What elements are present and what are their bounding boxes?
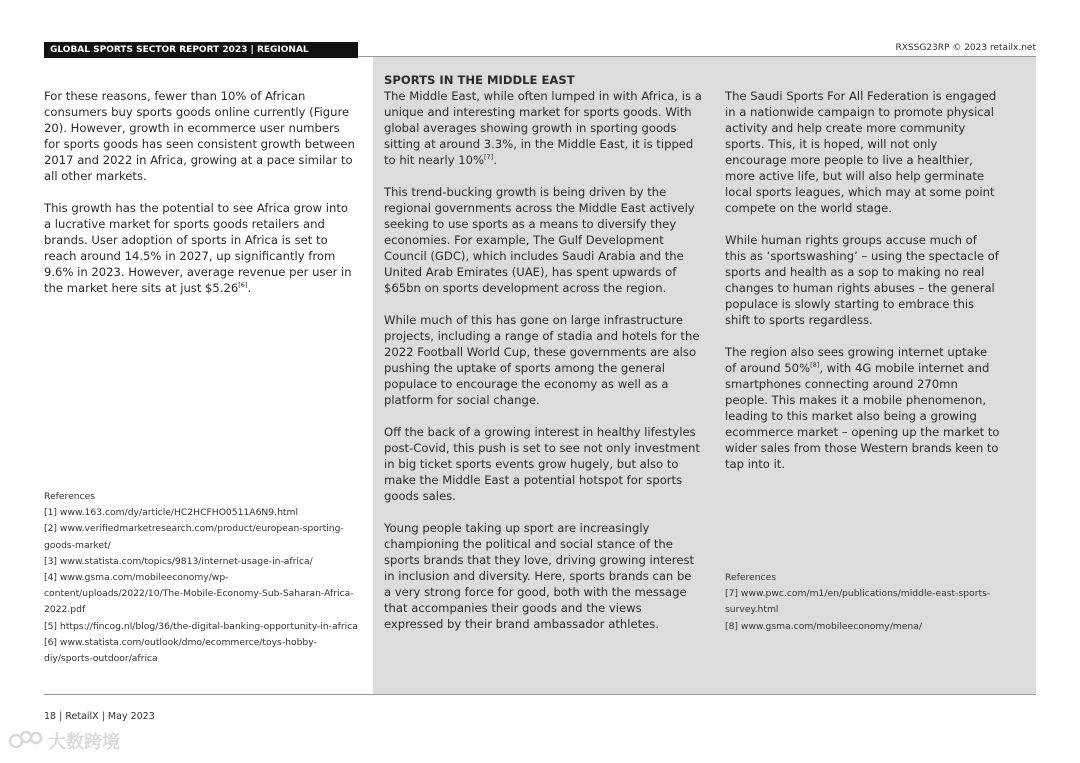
left-column	[44, 88, 356, 312]
left-paragraph-1: For these reasons, fewer than 10% of African consumers buy sports goods online currently (Figure 20). However, growth in ecommerce user numbers for sports goods has seen consistent growth between 2017 and 2022 in Africa, growing at a pace similar to all other markets.	[44, 89, 355, 183]
left-paragraph-2: This growth has the potential to see Africa grow into a lucrative market for sports goods retailers and brands. User adoption of sports in Africa is set to reach around 14.5% in 2027, up significantly from 9.6% in 2023. However, average revenue per user in the market here sits at just $5.26[6].	[44, 201, 352, 295]
reference-item: [1] www.163.com/dy/article/HC2HCFHO0511A6N9.html	[44, 507, 299, 519]
report-code: RXSSG23RP © 2023 retailx.net	[895, 43, 1036, 53]
right-paragraph-2: While human rights groups accuse much of this as ‘sportswashing’ – using the spectacle of sports and health as a sop to making no real changes to human rights abuses – the general populace is slowly starting to embrace this shift to sports regardless.	[725, 233, 999, 327]
citation-6: [6]	[238, 281, 248, 290]
reference-item: [3] www.statista.com/topics/9813/internet-usage-in-africa/	[44, 555, 313, 567]
citation-8: [8]	[810, 361, 820, 370]
watermark-text: 大数跨境	[48, 732, 120, 753]
reference-item: [6] www.statista.com/outlook/dmo/ecommerce/toys-hobby-diy/sports-outdoor/africa	[44, 636, 317, 665]
reference-item: [2] www.verifiedmarketresearch.com/product/european-sporting-goods-market/	[44, 523, 344, 551]
citation-7: [7]	[484, 153, 494, 162]
middle-paragraph-5: Young people taking up sport are increasingly championing the political and social stance of the sports brands that they love, driving growing interest in inclusion and diversity. Here, sports brands can be a very strong force for good, both with the message that accompanies their goods and the views expressed by their brand ambassador athletes.	[384, 521, 695, 631]
middle-column	[384, 72, 702, 648]
watermark-logo-icon	[8, 728, 44, 754]
report-header-title: GLOBAL SPORTS SECTOR REPORT 2023 | REGIONAL OVERVIEW	[44, 42, 358, 58]
reference-item: [8] www.gsma.com/mobileeconomy/mena/	[725, 620, 922, 632]
section-title: SPORTS IN THE MIDDLE EAST	[384, 73, 575, 87]
middle-paragraph-1: The Middle East, while often lumped in with Africa, is a unique and interesting market for sports goods. With global averages showing growth in sporting goods sitting at around 3.3%, in the Middle East, it is tipped to hit nearly 10%[7].	[384, 89, 702, 167]
right-references	[725, 570, 1005, 635]
reference-item: [4] www.gsma.com/mobileeconomy/wp-content/uploads/2022/10/The-Mobile-Economy-Sub-Saharan-Africa-2022.pdf	[44, 572, 354, 616]
right-paragraph-1: The Saudi Sports For All Federation is engaged in a nationwide campaign to promote physical activity and help create more community sports. This, it is hoped, will not only encourage more people to live a healthier, more active life, but will also help germinate local sports leagues, which may at some point compete on the world stage.	[725, 89, 997, 215]
reference-item: [5] https://fincog.nl/blog/36/the-digital-banking-opportunity-in-africa	[44, 620, 358, 632]
middle-paragraph-2: This trend-bucking growth is being driven by the regional governments across the Middle East actively seeking to use sports as a means to diversify they economies. For example, The Gulf Development Council (GDC), which includes Saudi Arabia and the United Arab Emirates (UAE), has spent upwards of $65bn on sports development across the region.	[384, 185, 695, 295]
middle-paragraph-3: While much of this has gone on large infrastructure projects, including a range of stadia and hotels for the 2022 Football World Cup, these governments are also pushing the uptake of sports among the general populace to encourage the economy as well as a platform for social change.	[384, 313, 700, 407]
left-references	[44, 489, 364, 667]
middle-paragraph-4: Off the back of a growing interest in healthy lifestyles post-Covid, this push is set to see not only investment in big ticket sports events grow hugely, but also to make the Middle East a potential hotspot for sports goods sales.	[384, 425, 700, 503]
watermark	[8, 728, 120, 754]
references-title: References	[725, 572, 777, 583]
page-footer: 18 | RetailX | May 2023	[44, 711, 155, 722]
footer-divider	[44, 694, 1036, 695]
references-title: References	[44, 491, 96, 502]
right-paragraph-3: The region also sees growing internet uptake of around 50%[8], with 4G mobile internet and smartphones connecting around 270mn people. This makes it a mobile phenomenon, leading to this market also being a growing ecommerce market – opening up the market to wider sales from those Western brands keen to tap into it.	[725, 345, 1000, 471]
reference-item: [7] www.pwc.com/m1/en/publications/middle-east-sports-survey.html	[725, 588, 991, 616]
right-column	[725, 88, 1000, 488]
